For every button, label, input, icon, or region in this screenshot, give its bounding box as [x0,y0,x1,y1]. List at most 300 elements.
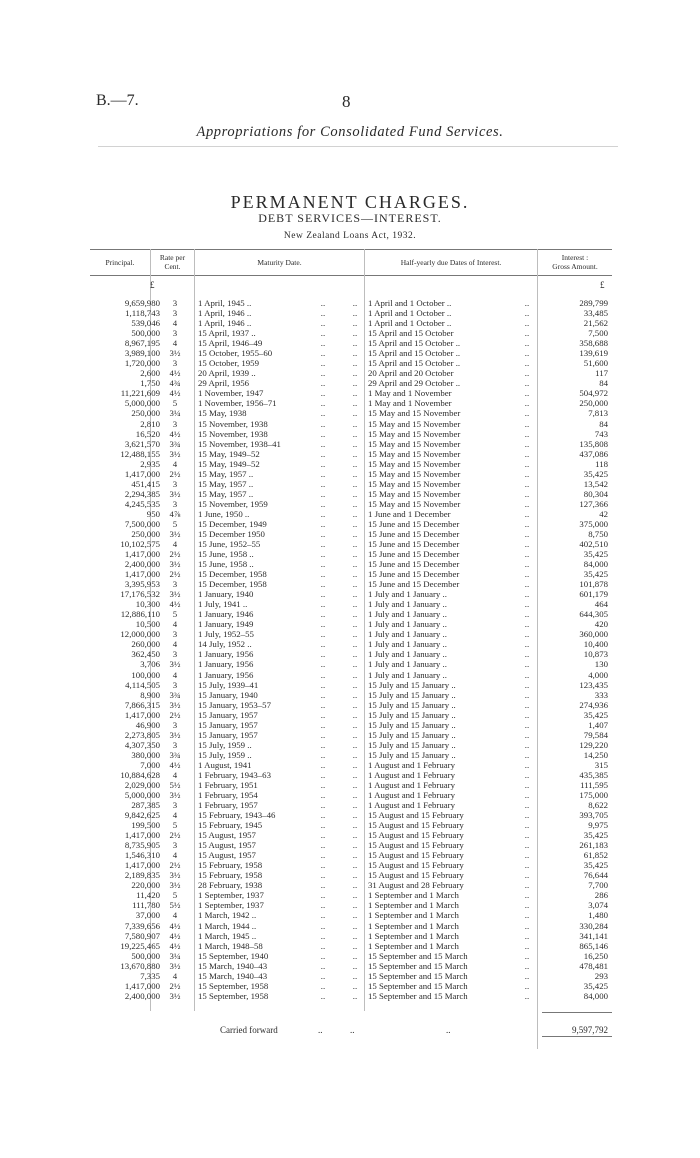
leader-dots: .. [524,388,530,399]
maturity-date-cell: 1 August, 1941 [198,759,252,770]
interest-dates-cell: 15 August and 15 February [368,860,464,871]
principal-cell: 362,450 [131,649,160,660]
table-row [0,429,700,439]
interest-amount-cell: 420 [594,619,608,630]
table-row [0,559,700,569]
carried-forward-total: 9,597,792 [572,1025,608,1035]
maturity-date-cell: 15 January, 1957 [198,719,258,730]
leader-dots: .. [524,368,530,379]
rate-cell: 3¾ [169,689,181,700]
maturity-date-cell: 1 July, 1941 .. [198,599,248,610]
leader-dots: .. [524,870,530,881]
maturity-date-cell: 1 February, 1951 [198,779,258,790]
column-header-maturity: Maturity Date. [257,258,302,267]
interest-amount-cell: 435,385 [579,769,608,780]
table-row [0,549,700,559]
rate-cell: 3½ [169,589,181,600]
leader-dots: .. [320,739,326,750]
table-row [0,770,700,780]
maturity-date-cell: 15 October, 1955–60 [198,348,273,359]
maturity-date-cell: 1 September, 1937 [198,890,264,901]
maturity-date-cell: 1 January, 1956 [198,669,254,680]
interest-dates-cell: 15 May and 15 November [368,478,461,489]
leader-dots: .. [524,719,530,730]
interest-dates-cell: 15 August and 15 February [368,840,464,851]
table-row [0,800,700,810]
interest-dates-cell: 15 May and 15 November [368,448,461,459]
leader-dots: .. [524,458,530,469]
rate-cell: 4⅞ [169,508,181,519]
maturity-date-cell: 1 June, 1950 .. [198,508,250,519]
leader-dots: .. [320,508,326,519]
leader-dots: .. [352,348,358,359]
interest-amount-cell: 84,000 [583,990,608,1001]
column-header-rate [151,253,194,271]
interest-dates-cell: 15 July and 15 January .. [368,709,456,720]
interest-amount-cell: 1,480 [588,910,608,921]
leader-dots: .. [352,870,358,881]
appropriations-heading: Appropriations for Consolidated Fund Services. [196,124,504,140]
maturity-date-cell: 15 February, 1945 [198,820,263,831]
interest-amount-cell: 504,972 [579,388,608,399]
maturity-date-cell: 1 November, 1947 [198,388,264,399]
leader-dots: .. [320,769,326,780]
interest-dates-cell: 15 May and 15 November [368,498,461,509]
rate-cell: 3½ [169,990,181,1001]
leader-dots: .. [524,589,530,600]
leader-dots: .. [320,368,326,379]
leader-dots: .. [320,850,326,861]
table-row [0,790,700,800]
leader-dots: .. [524,569,530,580]
interest-amount-cell: 4,000 [588,669,608,680]
interest-amount-cell: 315 [594,759,608,770]
table-row [0,670,700,680]
maturity-date-cell: 28 February, 1938 [198,880,263,891]
principal-cell: 7,000 [140,759,160,770]
leader-dots: .. [352,739,358,750]
rate-cell: 3 [172,478,178,489]
leader-dots: .. [320,428,326,439]
interest-amount-cell: 175,000 [579,790,608,800]
leader-dots: .. [320,468,326,479]
section-subtitle: DEBT SERVICES—INTEREST. [258,211,442,225]
table-row [0,539,700,549]
leader-dots: .. [352,338,358,349]
leader-dots: .. [320,980,326,991]
principal-cell: 4,307,350 [124,739,160,750]
maturity-date-cell: 1 September, 1937 [198,900,264,911]
interest-amount-cell: 7,500 [588,328,608,339]
interest-amount-cell: 743 [594,428,608,439]
carried-forward-leader: .. [318,1025,323,1035]
table-row [0,589,700,599]
leader-dots: .. [352,589,358,600]
leader-dots: .. [352,950,358,961]
principal-cell: 2,810 [140,418,160,429]
principal-cell: 950 [146,508,160,519]
table-row [0,298,700,308]
leader-dots: .. [524,539,530,549]
leader-dots: .. [320,960,326,971]
interest-dates-cell: 15 August and 15 February [368,820,464,831]
principal-cell: 13,670,880 [120,960,160,971]
leader-dots: .. [524,619,530,630]
maturity-date-cell: 15 June, 1958 .. [198,559,254,569]
leader-dots: .. [524,438,530,449]
rate-cell: 3½ [169,729,181,740]
interest-dates-cell: 15 September and 15 March [368,960,468,971]
interest-dates-cell: 15 May and 15 November [368,488,461,499]
leader-dots: .. [524,528,530,539]
leader-dots: .. [352,860,358,871]
maturity-date-cell: 1 July, 1952–55 [198,629,254,640]
leader-dots: .. [320,298,326,308]
principal-cell: 2,935 [140,458,160,469]
leader-dots: .. [524,478,530,489]
leader-dots: .. [320,880,326,891]
rate-cell: 3 [172,629,178,640]
principal-cell: 7,500,000 [124,518,160,529]
leader-dots: .. [524,488,530,499]
principal-cell: 17,176,532 [120,589,160,600]
leader-dots: .. [320,719,326,730]
leader-dots: .. [352,579,358,590]
principal-cell: 2,189,835 [124,870,160,881]
principal-cell: 12,000,000 [120,629,160,640]
interest-dates-cell: 15 September and 15 March [368,950,468,961]
leader-dots: .. [352,980,358,991]
leader-dots: .. [320,679,326,690]
leader-dots: .. [352,458,358,469]
carried-forward-leader: .. [446,1025,451,1035]
interest-dates-cell: 1 September and 1 March [368,940,459,951]
rate-cell: 2½ [169,549,181,559]
interest-dates-cell: 15 April and 15 October .. [368,358,461,369]
rate-cell: 4 [172,850,178,861]
leader-dots: .. [524,850,530,861]
interest-amount-cell: 341,141 [579,930,608,941]
principal-cell: 1,546,310 [124,850,160,861]
column-header-principal: Principal. [105,258,135,267]
leader-dots: .. [352,629,358,640]
leader-dots: .. [352,840,358,851]
principal-cell: 3,395,953 [124,579,160,590]
leader-dots: .. [524,950,530,961]
carried-forward-leader: .. [350,1025,355,1035]
leader-dots: .. [524,970,530,981]
table-row [0,870,700,880]
interest-amount-cell: 402,510 [579,539,608,549]
leader-dots: .. [524,990,530,1001]
interest-amount-cell: 333 [594,689,608,700]
leader-dots: .. [352,779,358,790]
interest-dates-cell: 29 April and 29 October .. [368,378,461,389]
interest-dates-cell: 1 August and 1 February [368,800,455,810]
leader-dots: .. [352,940,358,951]
rate-cell: 3½ [169,699,181,710]
interest-amount-cell: 61,852 [583,850,608,861]
maturity-date-cell: 15 August, 1957 [198,840,256,851]
table-row [0,700,700,710]
interest-amount-cell: 358,688 [579,338,608,349]
maturity-date-cell: 15 April, 1937 .. [198,328,256,339]
table-row [0,388,700,398]
interest-dates-cell: 15 May and 15 November [368,438,461,449]
interest-amount-cell: 84,000 [583,559,608,569]
rate-cell: 4½ [169,599,181,610]
rate-cell: 3 [172,840,178,851]
table-row [0,730,700,740]
interest-dates-cell: 15 April and 15 October .. [368,338,461,349]
interest-dates-cell: 15 July and 15 January .. [368,749,456,760]
maturity-date-cell: 1 November, 1956–71 [198,398,277,409]
leader-dots: .. [320,810,326,820]
leader-dots: .. [352,619,358,630]
leader-dots: .. [524,659,530,670]
table-row [0,680,700,690]
leader-dots: .. [320,438,326,449]
maturity-date-cell: 15 February, 1958 [198,870,263,881]
rate-cell: 5 [172,890,178,901]
interest-dates-cell: 15 April and 15 October .. [368,348,461,359]
maturity-date-cell: 15 May, 1957 .. [198,468,254,479]
interest-amount-cell: 84 [599,378,608,389]
interest-dates-cell: 1 July and 1 January .. [368,669,447,680]
principal-cell: 10,884,628 [120,769,160,780]
interest-amount-cell: 1,407 [588,719,608,730]
table-row [0,509,700,519]
rate-cell: 3½ [169,870,181,881]
interest-dates-cell: 15 July and 15 January .. [368,739,456,750]
principal-cell: 1,417,000 [124,549,160,559]
principal-cell: 7,335 [140,970,160,981]
leader-dots: .. [524,468,530,479]
leader-dots: .. [524,418,530,429]
rate-cell: 4 [172,318,178,329]
leader-dots: .. [352,960,358,971]
interest-amount-cell: 274,936 [579,699,608,710]
maturity-date-cell: 1 January, 1949 [198,619,254,630]
maturity-date-cell: 15 December, 1958 [198,569,267,580]
table-row [0,890,700,900]
table-row [0,519,700,529]
rate-cell: 3 [172,649,178,660]
table-row [0,348,700,358]
interest-dates-cell: 15 May and 15 November [368,418,461,429]
interest-amount-cell: 16,250 [583,950,608,961]
interest-dates-cell: 15 August and 15 February [368,850,464,861]
column-header-half-yearly: Half-yearly due Dates of Interest. [400,258,502,267]
leader-dots: .. [524,910,530,921]
principal-cell: 380,000 [131,749,160,760]
principal-cell: 199,500 [131,820,160,831]
table-row [0,579,700,589]
maturity-date-cell: 1 February, 1957 [198,800,258,810]
maturity-date-cell: 1 February, 1954 [198,790,258,800]
table-row [0,479,700,489]
leader-dots: .. [320,398,326,409]
leader-dots: .. [320,940,326,951]
table-row [0,860,700,870]
leader-dots: .. [320,458,326,469]
interest-amount-cell: 437,086 [579,448,608,459]
leader-dots: .. [320,589,326,600]
act-title: New Zealand Loans Act, 1932. [283,231,417,241]
interest-dates-cell: 1 August and 1 February [368,779,455,790]
principal-cell: 1,720,000 [124,358,160,369]
rate-cell: 3½ [169,790,181,800]
leader-dots: .. [320,689,326,700]
maturity-date-cell: 15 June, 1958 .. [198,549,254,559]
principal-cell: 100,000 [131,669,160,680]
interest-amount-cell: 360,000 [579,629,608,640]
leader-dots: .. [524,980,530,991]
table-row [0,489,700,499]
leader-dots: .. [524,348,530,359]
principal-cell: 4,245,535 [124,498,160,509]
interest-amount-cell: 130 [594,659,608,670]
rate-cell: 2½ [169,860,181,871]
principal-cell: 11,420 [136,890,160,901]
leader-dots: .. [320,659,326,670]
total-rule-top [542,1012,612,1013]
principal-cell: 220,000 [131,880,160,891]
leader-dots: .. [320,709,326,720]
rate-cell: 3½ [169,659,181,670]
maturity-date-cell: 29 April, 1956 [198,378,250,389]
leader-dots: .. [352,669,358,680]
leader-dots: .. [320,498,326,509]
principal-cell: 10,102,575 [120,539,160,549]
leader-dots: .. [352,518,358,529]
interest-dates-cell: 15 June and 15 December [368,559,460,569]
leader-dots: .. [320,518,326,529]
leader-dots: .. [320,890,326,901]
leader-dots: .. [320,790,326,800]
interest-dates-cell: 15 June and 15 December [368,549,460,559]
interest-dates-cell: 15 June and 15 December [368,569,460,580]
interest-dates-cell: 15 September and 15 March [368,970,468,981]
leader-dots: .. [524,930,530,941]
leader-dots: .. [352,428,358,439]
leader-dots: .. [320,528,326,539]
table-row [0,900,700,910]
interest-dates-cell: 15 August and 15 February [368,870,464,881]
leader-dots: .. [524,649,530,660]
rate-cell: 3 [172,358,178,369]
table-row [0,619,700,629]
section-title: PERMANENT CHARGES. [230,192,470,212]
leader-dots: .. [352,890,358,901]
rate-cell: 3 [172,739,178,750]
interest-dates-cell: 1 July and 1 January .. [368,599,447,610]
rate-cell: 3½ [169,880,181,891]
leader-dots: .. [320,779,326,790]
interest-dates-cell: 1 July and 1 January .. [368,639,447,650]
leader-dots: .. [352,298,358,308]
table-row [0,931,700,941]
table-row [0,820,700,830]
maturity-date-cell: 15 January, 1957 [198,709,258,720]
leader-dots: .. [320,348,326,359]
table-row [0,971,700,981]
interest-dates-cell: 15 July and 15 January .. [368,679,456,690]
leader-dots: .. [352,659,358,670]
rate-cell: 4 [172,810,178,820]
leader-dots: .. [524,779,530,790]
leader-dots: .. [524,699,530,710]
principal-cell: 260,000 [131,639,160,650]
principal-cell: 7,339,656 [124,920,160,931]
interest-amount-cell: 127,366 [579,498,608,509]
leader-dots: .. [524,559,530,569]
table-row [0,408,700,418]
interest-amount-cell: 10,873 [583,649,608,660]
leader-dots: .. [524,880,530,891]
interest-dates-cell: 15 August and 15 February [368,830,464,841]
leader-dots: .. [352,468,358,479]
interest-amount-cell: 33,485 [583,308,608,318]
leader-dots: .. [320,910,326,921]
interest-amount-cell: 35,425 [583,980,608,991]
table-header-top-rule [90,249,612,250]
leader-dots: .. [352,729,358,740]
principal-cell: 1,417,000 [124,468,160,479]
principal-cell: 1,417,000 [124,980,160,991]
rate-cell: 3 [172,308,178,318]
interest-dates-cell: 1 July and 1 January .. [368,659,447,670]
interest-dates-cell: 15 May and 15 November [368,468,461,479]
leader-dots: .. [524,308,530,318]
leader-dots: .. [320,920,326,931]
interest-dates-cell: 1 May and 1 November [368,388,452,399]
interest-amount-cell: 42 [599,508,608,519]
interest-dates-cell: 15 July and 15 January .. [368,729,456,740]
interest-dates-cell: 15 June and 15 December [368,518,460,529]
leader-dots: .. [320,408,326,419]
principal-cell: 19,225,465 [120,940,160,951]
leader-dots: .. [352,408,358,419]
rate-cell: 3½ [169,488,181,499]
maturity-date-cell: 15 May, 1949–52 [198,448,260,459]
rate-cell: 4 [172,539,178,549]
interest-dates-cell: 15 August and 15 February [368,810,464,820]
table-row [0,880,700,890]
maturity-date-cell: 1 January, 1940 [198,589,254,600]
principal-cell: 11,221,609 [120,388,160,399]
leader-dots: .. [352,830,358,841]
maturity-date-cell: 15 December, 1949 [198,518,267,529]
leader-dots: .. [352,569,358,580]
table-row [0,459,700,469]
table-row [0,499,700,509]
table-row [0,941,700,951]
principal-cell: 7,866,315 [124,699,160,710]
maturity-date-cell: 15 November, 1938 [198,418,268,429]
leader-dots: .. [524,709,530,720]
interest-amount-cell: 8,750 [588,528,608,539]
principal-cell: 12,488,155 [120,448,160,459]
interest-dates-cell: 1 July and 1 January .. [368,619,447,630]
leader-dots: .. [352,769,358,780]
column-header-rate-line2: Cent. [164,262,181,271]
table-row [0,639,700,649]
interest-currency-symbol: £ [600,280,605,290]
table-row [0,569,700,579]
maturity-date-cell: 15 August, 1957 [198,850,256,861]
leader-dots: .. [320,358,326,369]
